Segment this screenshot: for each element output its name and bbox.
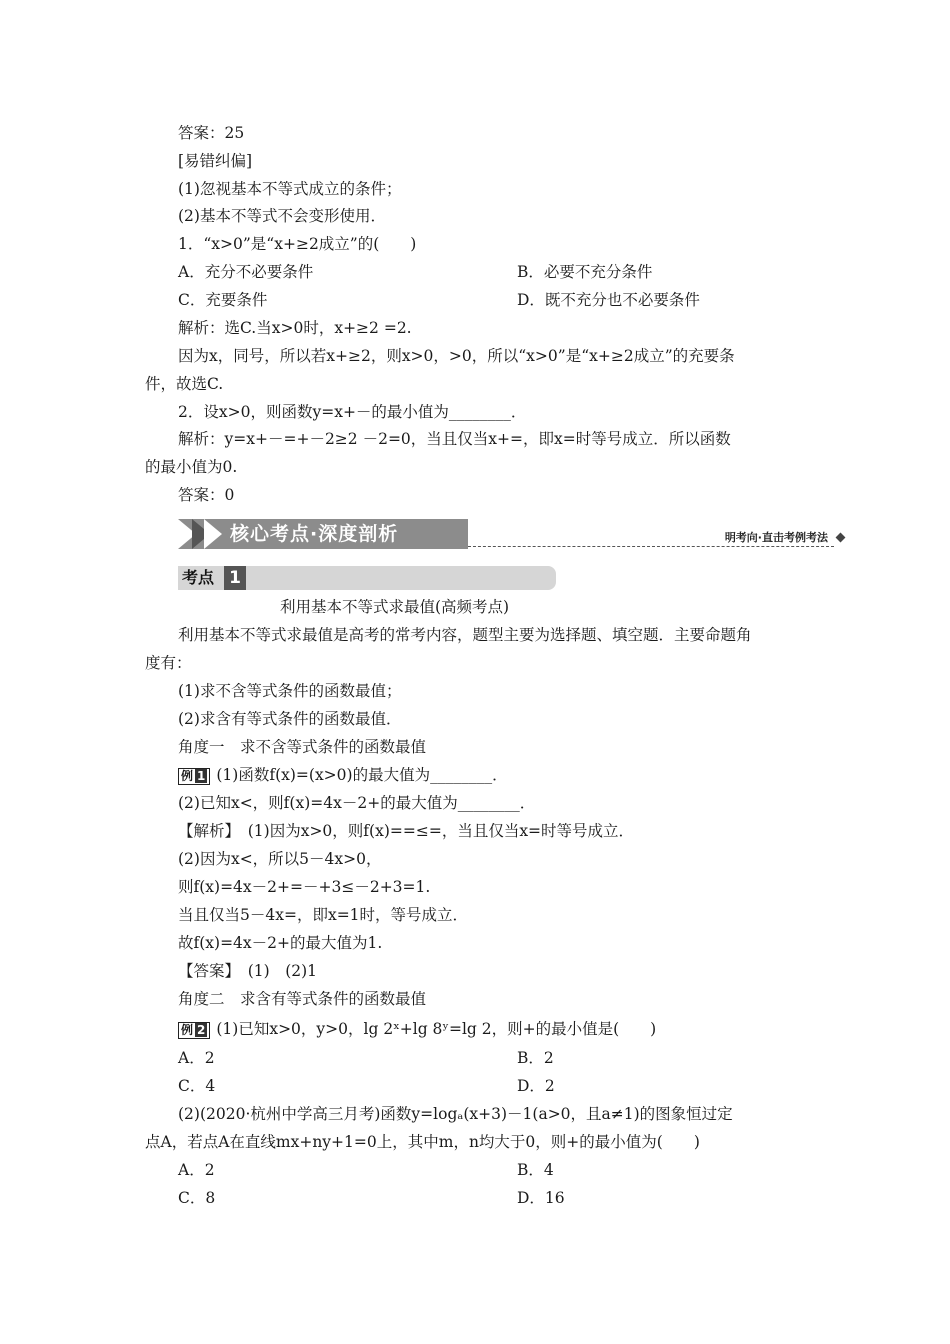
intro-line-2: 度有： xyxy=(145,654,192,672)
banner-divider xyxy=(468,546,834,547)
example-1: 例 1 (1)函数f(x)=(x>0)的最大值为________． xyxy=(178,765,508,785)
analysis-line-5: 故f(x)=4x－2+的最大值为1. xyxy=(178,934,383,952)
section-banner xyxy=(178,515,846,551)
e2-option-d: D．2 xyxy=(517,1077,555,1095)
analysis-line-3: 则f(x)=4x－2+=－+3≤－2+3=1. xyxy=(178,878,431,896)
example-2: 例 2 (1)已知x>0，y>0，lg 2ˣ+lg 8ʸ=lg 2，则+的最小值是( ) xyxy=(178,1019,656,1039)
e2-option-b: B．2 xyxy=(517,1049,554,1067)
analysis-line-4: 当且仅当5－4x=，即x=1时，等号成立． xyxy=(178,906,469,924)
topic-bar xyxy=(178,566,556,590)
analysis-line-2: (2)因为x<，所以5－4x>0， xyxy=(178,850,382,868)
solution-2-line-2: 的最小值为0. xyxy=(145,458,238,476)
error-correction-heading: [易错纠偏] xyxy=(178,152,253,170)
e2-option-c: C．4 xyxy=(178,1077,216,1095)
banner-subtitle: 明考向·直击考例考法 xyxy=(724,531,828,544)
e2-option-a: A．2 xyxy=(178,1049,215,1067)
e3-option-b: B．4 xyxy=(517,1161,554,1179)
topic-title: 利用基本不等式求最值(高频考点) xyxy=(280,598,510,616)
example-2-part-2-line-2: 点A，若点A在直线mx+ny+1=0上，其中m，n均大于0，则+的最小值为( ) xyxy=(145,1133,700,1151)
example-tag: 例 1 xyxy=(178,768,210,785)
solution-1-line-2: 因为x，同号，所以若x+≥2，则x>0，>0，所以“x>0”是“x+≥2成立”的充要条 xyxy=(178,347,735,365)
diamond-icon xyxy=(836,533,846,543)
chevron-right-icon xyxy=(204,519,222,549)
question-2: 2．设x>0，则函数y=x+－的最小值为________． xyxy=(178,403,527,421)
intro-item-2: (2)求含有等式条件的函数最值． xyxy=(178,710,402,728)
error-item-2: (2)基本不等式不会变形使用． xyxy=(178,207,386,225)
q1-option-b: B．必要不充分条件 xyxy=(517,263,653,281)
angle-1-heading: 角度一 求不含等式条件的函数最值 xyxy=(178,738,427,756)
topic-label: 考点 xyxy=(182,568,215,587)
question-1: 1．“x>0”是“x+≥2成立”的( ) xyxy=(178,235,417,253)
q1-option-a: A．充分不必要条件 xyxy=(178,263,314,281)
e3-option-a: A．2 xyxy=(178,1161,215,1179)
error-item-1: (1)忽视基本不等式成立的条件； xyxy=(178,180,402,198)
solution-1-line-1: 解析：选C.当x>0时，x+≥2 =2. xyxy=(178,319,412,337)
answer-line-2: 【答案】 (1) (2)1 xyxy=(178,962,318,980)
solution-1-line-3: 件，故选C. xyxy=(145,375,224,393)
answer-line: 答案：25 xyxy=(178,124,245,142)
answer-2: 答案：0 xyxy=(178,486,235,504)
example-tag: 例 2 xyxy=(178,1022,210,1039)
intro-item-1: (1)求不含等式条件的函数最值； xyxy=(178,682,402,700)
topic-number: 1 xyxy=(224,566,246,590)
banner-title: 核心考点·深度剖析 xyxy=(230,523,399,545)
intro-line-1: 利用基本不等式求最值是高考的常考内容，题型主要为选择题、填空题．主要命题角 xyxy=(178,626,752,644)
e3-option-c: C．8 xyxy=(178,1189,216,1207)
example-2-part-2-line-1: (2)(2020·杭州中学高三月考)函数y=logₐ(x+3)－1(a>0，且a≠1)的图象恒过定 xyxy=(178,1105,733,1123)
e3-option-d: D．16 xyxy=(517,1189,565,1207)
example-1-part-2: (2)已知x<，则f(x)=4x－2+的最大值为________． xyxy=(178,794,536,812)
q1-option-c: C．充要条件 xyxy=(178,291,268,309)
analysis-line-1: 【解析】 (1)因为x>0，则f(x)==≤=，当且仅当x=时等号成立． xyxy=(178,822,635,840)
q1-option-d: D．既不充分也不必要条件 xyxy=(517,291,700,309)
angle-2-heading: 角度二 求含有等式条件的函数最值 xyxy=(178,990,427,1008)
solution-2-line-1: 解析：y=x+－=+－2≥2 －2=0，当且仅当x+=，即x=时等号成立．所以函数 xyxy=(178,430,731,448)
